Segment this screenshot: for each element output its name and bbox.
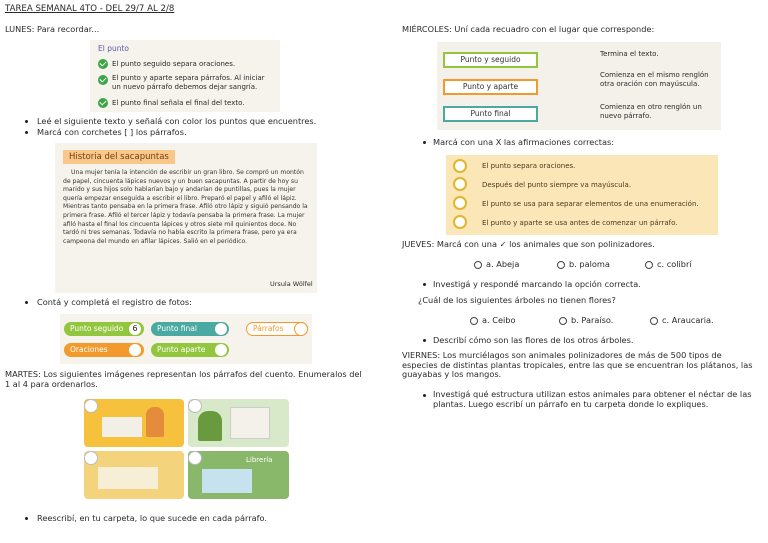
martes-bullet: Reescribí, en tu carpeta, lo que sucede en cada párrafo.: [37, 513, 267, 523]
animal-option: b. paloma: [569, 259, 610, 269]
punto-final-count[interactable]: [214, 322, 228, 336]
papers-shape: [102, 417, 142, 437]
statement-text: El punto se usa para separar elementos de una enumeración.: [482, 200, 699, 208]
statement-check-3[interactable]: [453, 196, 467, 210]
desk-shape: [98, 467, 158, 489]
viernes-label: VIERNES: Los murciélagos son animales polinizadores de más de 500 tipos de especies de distintas plantas tropicales, entre las que se encuentran los plátanos, las guayabas y los mangos.: [402, 350, 753, 379]
pill-label: Párrafos: [253, 324, 284, 333]
story-text: Una mujer tenía la intención de escribir un gran libro. Se compró un montón de papel, cincuenta lápices nuevos y un buen sacapuntas. A partir de hoy su marido y sus hijos solo hablarían bajo y andarían de puntillas, pues la mujer quería empezar enseguida a escribir el libro. Preparó el papel y afiló el lápiz. Mientras tanto pensaba en la primera frase. Afiló otro lápiz y siguió pensando la primera frase. Afiló el tercer lápiz y todavía pensaba la primera frase. La mujer afiló hasta el final los cincuenta lápices y otros siete mil quinientos doce. No tardó ni tres semanas. Todavía no había escrito la primera frase, pero ya era campeona del mundo en afilar lápices. Salió en el periódico.: [63, 169, 308, 245]
bullet: [423, 141, 426, 144]
jueves-label: JUEVES: Marcá con una ✓ los animales que son polinizadores.: [402, 239, 655, 249]
check-icon: [98, 59, 108, 69]
parrafos-count[interactable]: [294, 322, 308, 336]
tree-radio-a[interactable]: [470, 317, 478, 325]
bullet: [25, 120, 28, 123]
animal-option: c. colibrí: [657, 259, 692, 269]
order-circle-3[interactable]: [84, 451, 98, 465]
story-title: Historia del sacapuntas: [63, 150, 175, 164]
lunes-bullet-1: Leé el siguiente texto y señalá con color los puntos que encuentres.: [37, 116, 317, 126]
lunes-label: LUNES: Para recordar...: [5, 24, 100, 34]
animal-option: a. Abeja: [486, 259, 520, 269]
match-box-aparte[interactable]: Punto y aparte: [443, 79, 538, 95]
bullet: [25, 301, 28, 304]
lunes-bullet-3: Contá y completá el registro de fotos:: [37, 297, 192, 307]
check-icon: [98, 98, 108, 108]
tree-option: b. Paraíso.: [571, 315, 614, 325]
statement-check-4[interactable]: [453, 215, 467, 229]
libreria-sign: Librería: [246, 456, 273, 464]
bullet: [423, 394, 426, 397]
match-def-3: Comienza en otro renglón un nuevo párrafo.: [600, 103, 702, 120]
order-circle-1[interactable]: [84, 399, 98, 413]
story-image-4: [188, 451, 289, 499]
pill-label: Punto seguido: [70, 324, 124, 333]
miercoles-bullet: Marcá con una X las afirmaciones correctas:: [433, 137, 615, 147]
tree-radio-c[interactable]: [650, 317, 658, 325]
match-box-final[interactable]: Punto final: [443, 106, 538, 122]
jueves-bullet: Investigá y respondé marcando la opción correcta.: [433, 279, 641, 289]
rule-text: El punto final señala el final del texto.: [112, 99, 245, 107]
punto-aparte-count[interactable]: [214, 343, 228, 357]
story-image-1: [84, 399, 184, 447]
lunes-bullet-2: Marcá con corchetes [ ] los párrafos.: [37, 127, 187, 137]
match-def-1: Termina el texto.: [600, 50, 659, 58]
statement-text: Después del punto siempre va mayúscula.: [482, 181, 632, 189]
statement-text: El punto separa oraciones.: [482, 162, 576, 170]
viernes-bullet: Investigá qué estructura utilizan estos animales para obtener el néctar de las plantas. Luego escribí un párrafo en tu carpeta donde lo expliques.: [433, 389, 752, 409]
person-shape: [146, 407, 164, 437]
tree-option: c. Araucaria.: [662, 315, 714, 325]
statement-check-2[interactable]: [453, 177, 467, 191]
tree-radio-b[interactable]: [559, 317, 567, 325]
tree-question: ¿Cuál de los siguientes árboles no tienen flores?: [418, 295, 616, 305]
order-circle-2[interactable]: [188, 399, 202, 413]
bullet: [25, 131, 28, 134]
page-title: TAREA SEMANAL 4TO - DEL 29/7 AL 2/8: [5, 4, 175, 14]
window-shape: [202, 469, 252, 493]
rule-text: El punto y aparte separa párrafos. Al iniciar un nuevo párrafo debemos dejar sangría.: [112, 74, 265, 91]
punto-rules-card: [90, 40, 280, 112]
story-author: Ursula Wölfel: [270, 280, 313, 288]
tree-option: a. Ceibo: [482, 315, 516, 325]
order-circle-4[interactable]: [188, 451, 202, 465]
card-title: El punto: [98, 44, 130, 53]
pill-label: Punto final: [157, 324, 197, 333]
statement-text: El punto y aparte se usa antes de comenzar un párrafo.: [482, 219, 678, 227]
pill-label: Punto aparte: [157, 345, 206, 354]
person-shape: [198, 411, 222, 441]
bullet: [25, 517, 28, 520]
animal-radio-b[interactable]: [557, 261, 565, 269]
check-icon: [98, 75, 108, 85]
statement-check-1[interactable]: [453, 159, 467, 173]
rule-text: El punto seguido separa oraciones.: [112, 60, 236, 68]
oraciones-count[interactable]: [128, 343, 142, 357]
story-image-2: [188, 399, 289, 447]
martes-label: MARTES: Los siguientes imágenes representan los párrafos del cuento. Enumeralos del 1 al 4 para ordenarlos.: [5, 369, 362, 389]
jueves-bullet-2: Describí cómo son las flores de los otros árboles.: [433, 335, 634, 345]
pill-label: Oraciones: [70, 345, 108, 354]
bullet: [423, 339, 426, 342]
match-box-seguido[interactable]: Punto y seguido: [443, 52, 538, 68]
story-card: [55, 143, 317, 293]
newspaper-shape: [230, 407, 270, 439]
bullet: [423, 283, 426, 286]
animal-radio-c[interactable]: [645, 261, 653, 269]
animal-radio-a[interactable]: [474, 261, 482, 269]
match-def-2: Comienza en el mismo renglón otra oración con mayúscula.: [600, 71, 709, 88]
miercoles-label: MIÉRCOLES: Uní cada recuadro con el lugar que corresponde:: [402, 24, 655, 34]
story-image-3: [84, 451, 184, 499]
story-images: [84, 397, 291, 501]
punto-seguido-count[interactable]: 6: [128, 322, 142, 336]
